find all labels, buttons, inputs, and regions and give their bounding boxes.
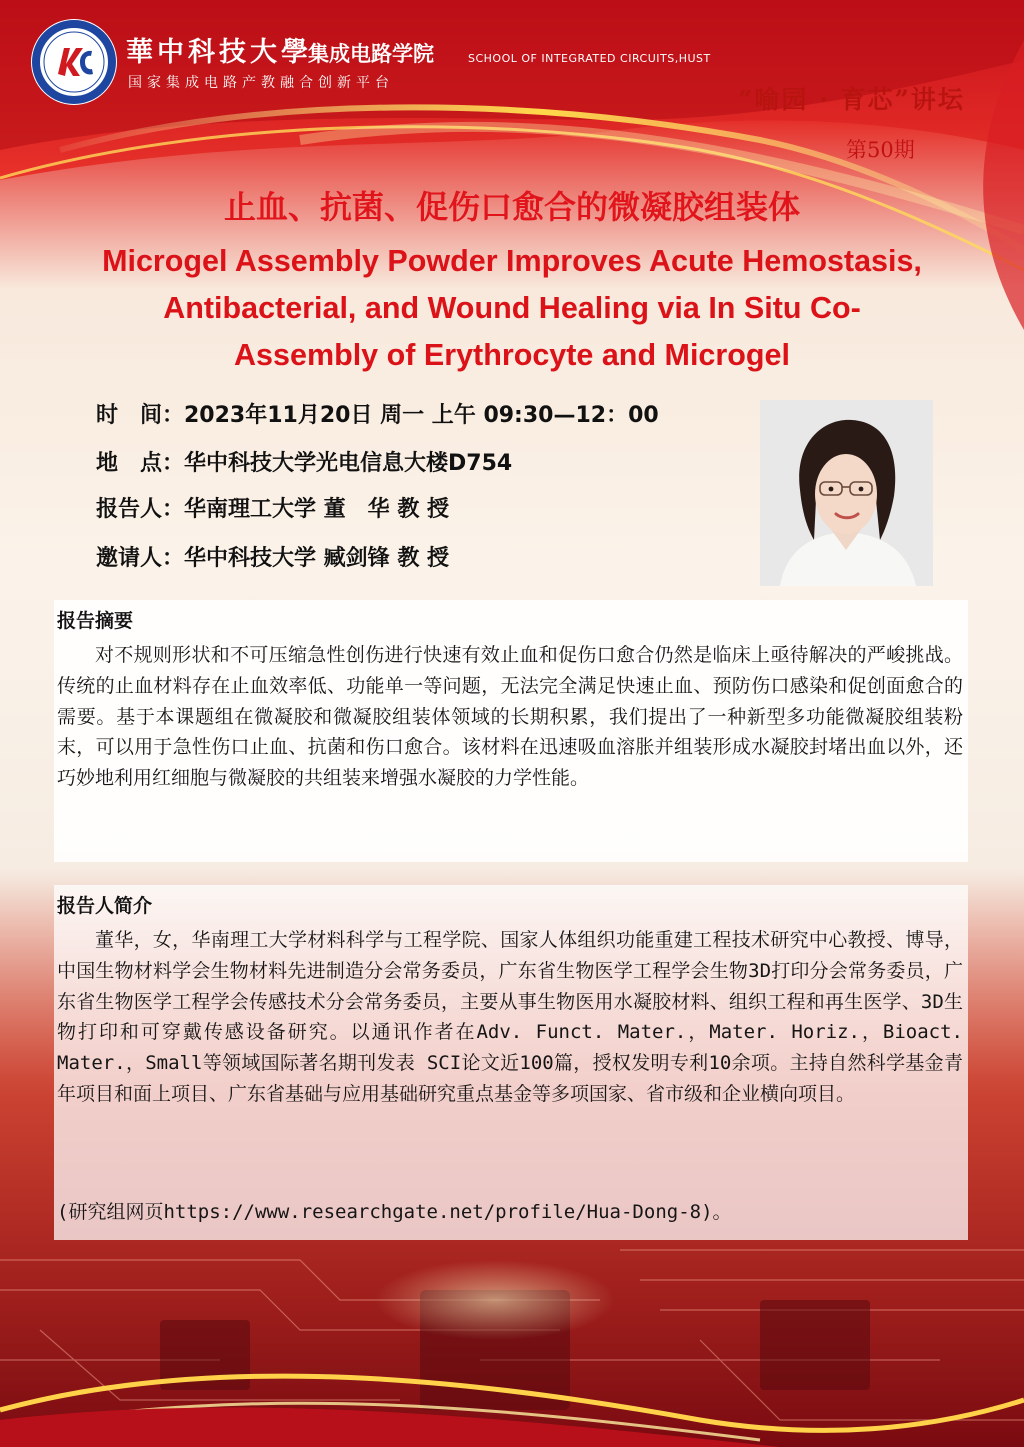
speaker-bio-section (54, 885, 968, 1240)
forum-name: “喻园 · 育芯”讲坛 (738, 85, 965, 114)
hust-emblem-icon (30, 18, 118, 106)
school-name-en: SCHOOL OF INTEGRATED CIRCUITS,HUST (468, 52, 711, 65)
university-name: 華中科技大學 (126, 37, 312, 68)
issue-number: 第50期 (846, 138, 915, 162)
research-group-link[interactable]: (研究组网页https://www.researchgate.net/profile/Hua-Dong-8)。 (57, 1201, 732, 1223)
bio-body: 董华，女，华南理工大学材料科学与工程学院、国家人体组织功能重建工程技术研究中心教授、博导，中国生物材料学会生物材料先进制造分会常务委员，广东省生物医学工程学会生物3D打印分会常务委员，广东省生物医学工程学会传感技术分会常务委员，主要从事生物医用水凝胶材料、组织工程和再生医学、3D生物打印和可穿戴传感设备研究。以通讯作者在Adv. Funct. Mater.，Mater. Horiz.，Bioact. Mater.，Small等领域国际著名期刊发表 SCI论文近100篇，授权发明专利10余项。主持自然科学基金青年项目和面上项目、广东省基础与应用基础研究重点基金等多项国家、省市级和企业横向项目。 (57, 929, 963, 1105)
info-inviter: 邀请人：华中科技大学 臧剑锋 教 授 (96, 546, 449, 571)
info-time: 时 间：2023年11月20日 周一 上午 09:30—12：00 (96, 403, 659, 428)
title-en-line: Microgel Assembly Powder Improves Acute Hemostasis, (102, 244, 922, 278)
title-en (40, 238, 984, 379)
abstract-body: 对不规则形状和不可压缩急性创伤进行快速有效止血和促伤口愈合仍然是临床上亟待解决的严峻挑战。传统的止血材料存在止血效率低、功能单一等问题，无法完全满足快速止血、预防伤口感染和促创面愈合的需要。基于本课题组在微凝胶和微凝胶组装体领域的长期积累，我们提出了一种新型多功能微凝胶组装粉末，可以用于急性伤口止血、抗菌和伤口愈合。该材料在迅速吸血溶胀并组装形成水凝胶封堵出血以外，还巧妙地利用红细胞与微凝胶的共组装来增强水凝胶的力学性能。 (57, 644, 963, 790)
title-cn: 止血、抗菌、促伤口愈合的微凝胶组装体 (223, 188, 800, 226)
title-en-line: Assembly of Erythrocyte and Microgel (234, 338, 790, 372)
platform-name: 国家集成电路产教融合创新平台 (128, 75, 394, 91)
info-speaker: 报告人：华南理工大学 董 华 教 授 (96, 497, 449, 522)
title-en-line: Antibacterial, and Wound Healing via In Situ Co- (163, 291, 861, 325)
school-name-cn: 集成电路学院 (308, 42, 434, 66)
speaker-photo (760, 400, 933, 586)
bio-heading: 报告人简介 (57, 895, 153, 917)
info-place: 地 点：华中科技大学光电信息大楼D754 (96, 451, 513, 476)
abstract-section (54, 600, 968, 862)
speaker-portrait-illustration (760, 400, 933, 586)
abstract-heading: 报告摘要 (57, 610, 134, 632)
